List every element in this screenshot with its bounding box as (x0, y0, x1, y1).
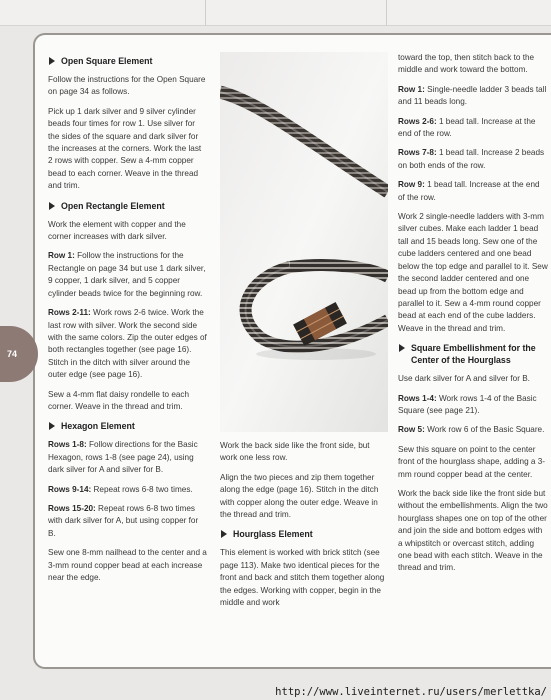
section-heading: Hexagon Element (48, 420, 208, 432)
paragraph: Work the element with copper and the corner increases with dark silver. (48, 219, 186, 242)
beaded-rope-image (220, 52, 388, 432)
section-heading: Open Square Element (48, 55, 208, 67)
section-heading: Open Rectangle Element (48, 200, 208, 212)
paragraph: Row 1: Single-needle ladder 3 beads tall and 11 beads long. (398, 84, 547, 107)
column-left (48, 52, 208, 591)
paragraph: Sew this square on point to the center front of the hourglass shape, adding a 3-mm round copper bead at the center. (398, 444, 546, 479)
paragraph: Rows 7-8: 1 bead tall. Increase 2 beads on both ends of the row. (398, 148, 545, 170)
paragraph: toward the top, then stitch back to the middle and work toward the bottom. (398, 53, 535, 75)
top-band (0, 0, 551, 26)
top-divider (205, 0, 206, 26)
top-divider (386, 0, 387, 26)
page-number: 74 (7, 349, 18, 359)
paragraph: Rows 2-11: Work rows 2-6 twice. Work the last row with silver. Work the second side with the same colors. Zip the outer edges of both rectangles together (see page 16). Stitch in the ditch with silver around the outer edge (see page 16). (48, 308, 207, 380)
bullet-triangle-icon (221, 530, 227, 538)
column-right (398, 52, 548, 582)
paragraph: Work the back side like the front side but without the embellishments. Align the two hourglass shapes one on top of the other and join the side and bottom edges with a whipstitch or overcast stitch, adding one bead with each stitch. Weave in the thread and trim. (398, 488, 548, 573)
paragraph: Rows 2-6: 1 bead tall. Increase at the end of the row. (398, 116, 536, 139)
paragraph: This element is worked with brick stitch (see page 113). Make two identical pieces for the front and back and stitch them together along the edges. Working with copper, begin in the middle and work (220, 548, 385, 608)
paragraph: Align the two pieces and zip them together along the edge (page 16). Stitch in the ditch with copper along the outer edge. Weave in the thread and trim. (220, 472, 379, 520)
paragraph: Rows 15-20: Repeat rows 6-8 two times with dark silver for A, but using copper for B. (48, 503, 199, 538)
paragraph: Work the back side like the front side, but work one less row. (220, 441, 370, 463)
section-heading: Square Embellishment for the Center of the Hourglass (398, 342, 548, 366)
paragraph: Rows 1-4: Work rows 1-4 of the Basic Square (see page 21). (398, 393, 537, 415)
section-heading: Hourglass Element (220, 528, 388, 540)
paragraph: Use dark silver for A and silver for B. (398, 374, 530, 384)
column-middle (220, 440, 388, 616)
paragraph: Row 9: 1 bead tall. Increase at the end of the row. (398, 180, 540, 202)
paragraph: Row 5: Work row 6 of the Basic Square. (398, 425, 545, 435)
bullet-triangle-icon (49, 202, 55, 210)
paragraph: Follow the instructions for the Open Square on page 34 as follows. (48, 75, 206, 97)
bullet-triangle-icon (399, 344, 405, 352)
paragraph: Rows 1-8: Follow directions for the Basic Hexagon, rows 1-8 (see page 24), using dark silver for A and silver for B. (48, 440, 198, 475)
paragraph: Sew one 8-mm nailhead to the center and a 3-mm round copper bead at each increase near the edge. (48, 548, 207, 582)
paragraph: Work 2 single-needle ladders with 3-mm silver cubes. Make each ladder 1 bead tall and 15 beads long. Sew one of the cube ladders centered and one bead below the top edge and parallel to it. Sew the second ladder centered and one bead up from the bottom edge and parallel to it. Sew a 4-mm round copper bead at each end of the cube ladders. Weave in the thread and trim. (398, 212, 548, 333)
paragraph: Row 1: Follow the instructions for the Rectangle on page 34 but use 1 dark silver, 9 copper, 1 dark silver, and 5 copper cylinder beads twice for the beginning row. (48, 251, 206, 298)
source-watermark: http://www.liveinternet.ru/users/merlettka/ (275, 686, 547, 698)
bullet-triangle-icon (49, 422, 55, 430)
bullet-triangle-icon (49, 57, 55, 65)
paragraph: Pick up 1 dark silver and 9 silver cylinder beads four times for row 1. Use silver for the sides of the square and dark silver for the increases at the corners. Work the last 2 rows with copper. Sew a 4-mm copper bead to each corner. Weave in the thread and trim. (48, 106, 202, 191)
paragraph: Sew a 4-mm flat daisy rondelle to each corner. Weave in the thread and trim. (48, 389, 190, 411)
paragraph: Rows 9-14: Repeat rows 6-8 two times. (48, 484, 193, 494)
beaded-rope-photo (220, 52, 388, 432)
